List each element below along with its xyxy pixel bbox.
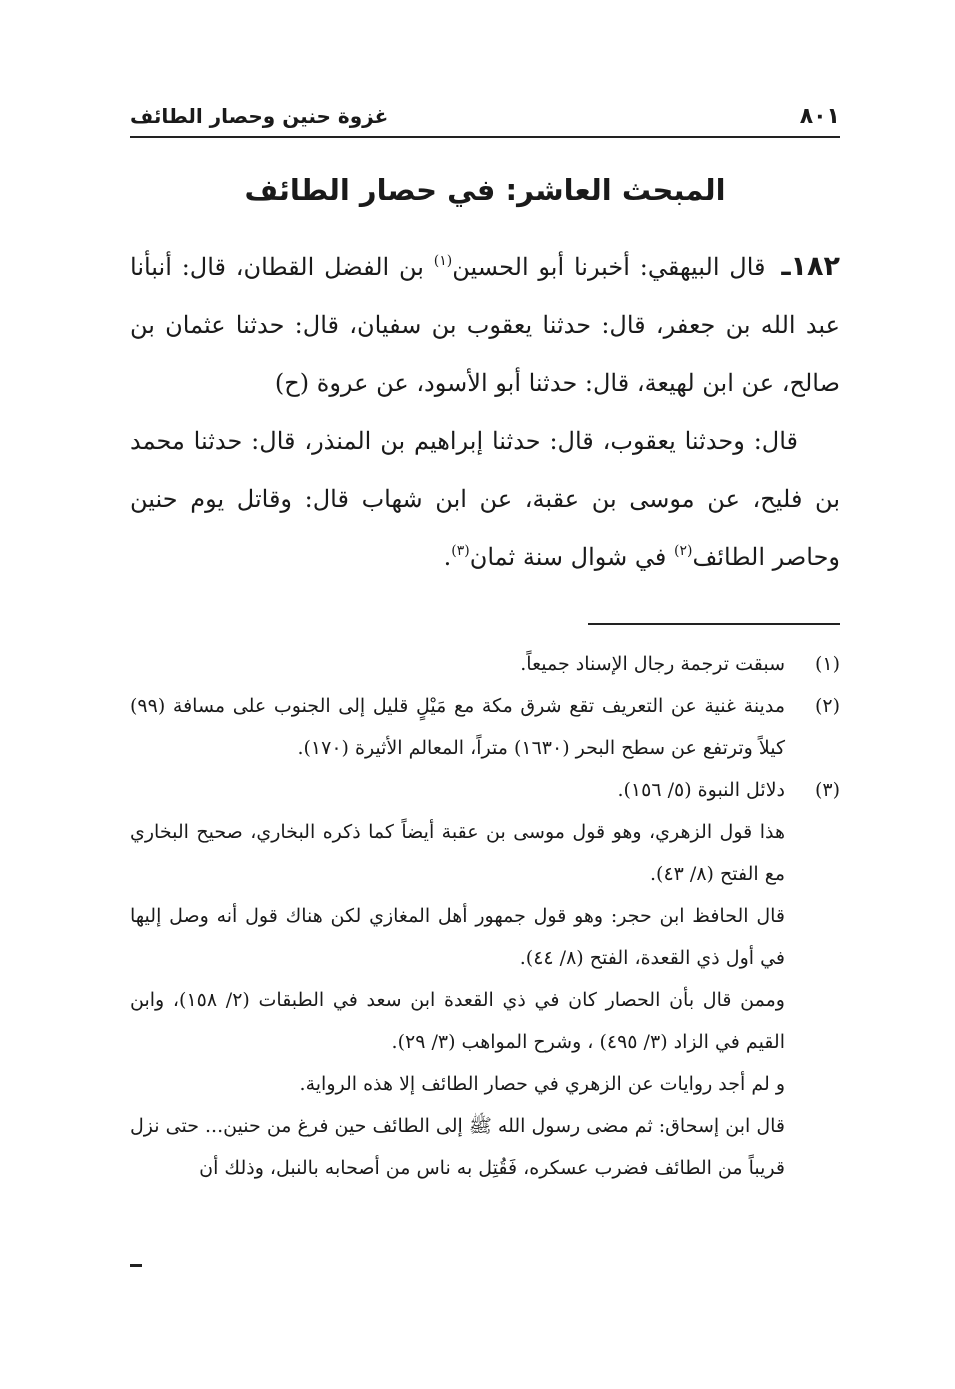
paragraph-2 [130, 412, 840, 586]
section-title: المبحث العاشر: في حصار الطائف [244, 173, 726, 207]
footnote-number: (١) [814, 653, 840, 675]
footnote-number: (٣) [814, 779, 840, 801]
running-title: غزوة حنين وحصار الطائف [130, 104, 389, 128]
footnote-text: سبقت ترجمة رجال الإسناد جميعاً. [520, 653, 785, 675]
paragraph-2-text-a: قال: وحدثنا يعقوب، قال: حدثنا إبراهيم بن المنذر، قال: حدثنا محمد بن فليح، عن موسى بن عقبة، عن ابن شهاب قال: وقاتل يوم حنين وحاصر الطائف [130, 427, 840, 571]
header-rule [130, 136, 840, 138]
footnote-number: (٢) [814, 695, 840, 717]
paragraph-2-text-c: . [443, 543, 452, 571]
page-number: ٨٠١ [799, 103, 840, 129]
footnote-3 [130, 769, 840, 811]
footnote-3-continuation: قال الحافظ ابن حجر: وهو قول جمهور أهل المغازي لكن هناك قول أنه وصل إليها في أول ذي القعدة، الفتح (٨/ ٤٤). [130, 905, 785, 969]
footnote-ref-2[interactable]: (٢) [674, 543, 693, 559]
footnote-3-continuation: وممن قال بأن الحصار كان في ذي القعدة ابن سعد في الطبقات (٢/ ١٥٨)، وابن القيم في الزاد (٣/ ٤٩٥) ، وشرح المواهب (٣/ ٢٩). [130, 989, 785, 1053]
paragraph-2-text-b: في شوال سنة ثمان [469, 543, 675, 571]
paragraph-1-text-b: بن الفضل القطان، قال: أنبأنا عبد الله بن جعفر، قال: حدثنا يعقوب بن سفيان، قال: حدثنا عثمان بن صالح، عن ابن لهيعة، قال: حدثنا أبو الأسود، عن عروة (ح) [130, 253, 840, 397]
hadith-number: ١٨٢ـ [781, 251, 840, 282]
footnote-text: دلائل النبوة (٥/ ١٥٦). [617, 779, 785, 801]
footnote-3-continuation: و لم أجد روايات عن الزهري في حصار الطائف إلا هذه الرواية. [299, 1073, 785, 1095]
footnote-ref-1[interactable]: (١) [433, 253, 453, 269]
footnote-3-continuation: هذا قول الزهري، وهو قول موسى بن عقبة أيضاً كما ذكره البخاري، صحيح البخاري مع الفتح (٨/ ٤٣). [130, 821, 785, 885]
footnote-1 [130, 643, 840, 685]
running-header [130, 96, 840, 136]
footnote-ref-3[interactable]: (٣) [451, 543, 470, 559]
main-text [130, 238, 840, 586]
footnote-3-continuation: قال ابن إسحاق: ثم مضى رسول الله ﷺ إلى الطائف حين فرغ من حنين... حتى نزل قريباً من الطائف فضرب عسكره، فَقُتِل به ناس من أصحابه بالنبل، وذلك أن [130, 1115, 785, 1179]
footnote-text: مدينة غنية عن التعريف تقع شرق مكة مع مَيْلٍ قليل إلى الجنوب على مسافة (٩٩) كيلاً وترتفع عن سطح البحر (١٦٣٠) متراً، المعالم الأثيرة (١٧٠). [130, 695, 785, 759]
footnote-2 [130, 685, 840, 769]
paragraph-1 [130, 238, 840, 412]
footnotes [130, 643, 840, 1189]
footnote-separator [588, 623, 840, 625]
continuation-dash [130, 1264, 142, 1267]
paragraph-1-text-a: قال البيهقي: أخبرنا أبو الحسين [452, 253, 766, 281]
